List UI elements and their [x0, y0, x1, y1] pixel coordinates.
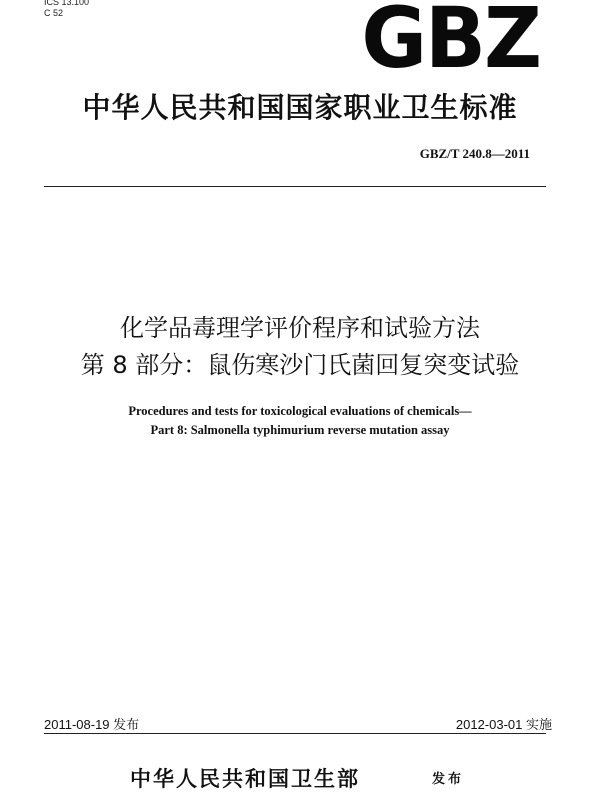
- ics-code: ICS 13.100: [44, 0, 90, 7]
- gbz-logo: GBZ: [361, 0, 540, 88]
- effective-date: 2012-03-01 实施: [455, 717, 552, 732]
- publisher: 中华人民共和国卫生部: [130, 766, 360, 791]
- top-divider: [44, 186, 546, 187]
- bottom-divider: [44, 733, 546, 734]
- ccs-code: C 52: [44, 8, 64, 18]
- chinese-title-line-2: 第 8 部分：鼠伤寒沙门氏菌回复突变试验: [80, 351, 520, 379]
- classification-codes: [44, 0, 89, 19]
- english-title-line-1: Procedures and tests for toxicological evaluations of chemicals—: [128, 404, 472, 418]
- english-title-line-2: Part 8: Salmonella typhimurium reverse mutation assay: [150, 423, 450, 437]
- chinese-title-line-1: 化学品毒理学评价程序和试验方法: [120, 314, 480, 342]
- standard-number: GBZ/T 240.8—2011: [419, 146, 530, 161]
- publish-label: 发布: [432, 772, 465, 787]
- issue-date: 2011-08-19 发布: [44, 717, 140, 732]
- standard-body-title: 中华人民共和国国家职业卫生标准: [82, 91, 518, 124]
